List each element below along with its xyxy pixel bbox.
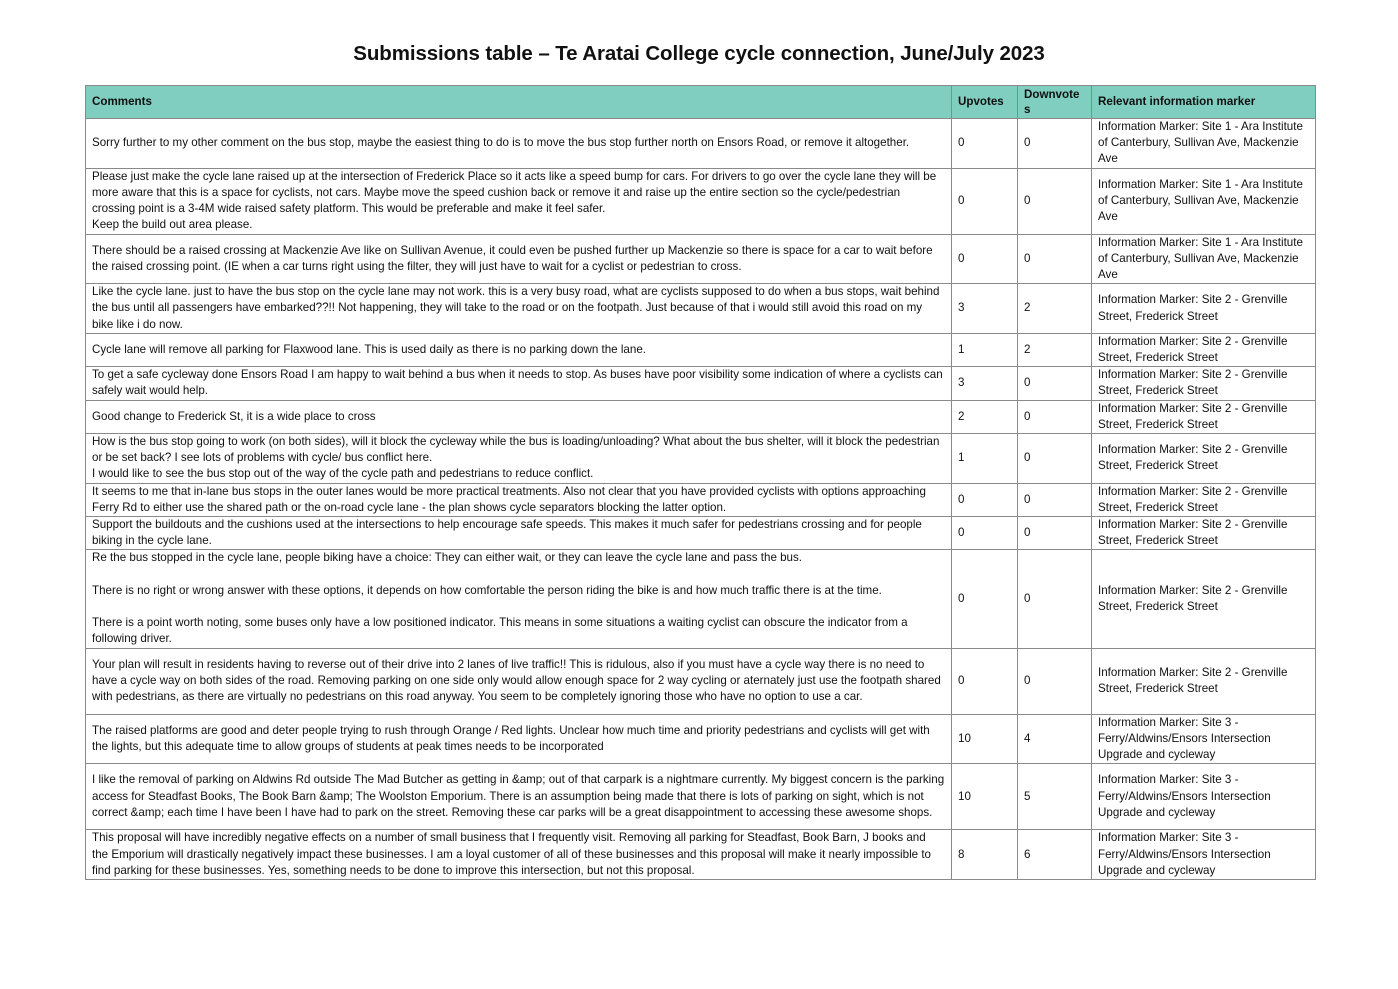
- downvotes-cell: 0: [1018, 434, 1092, 484]
- upvotes-cell: 0: [952, 483, 1018, 516]
- comment-cell: Like the cycle lane. just to have the bus stop on the cycle lane may not work. this is a very busy road, what are cyclists supposed to do when a bus stops, wait behind the bus until all passengers have embarked??!! Not happening, they will take to the road or on the footpath. Just because of that i would still avoid this road on my bike like i do now.: [86, 284, 952, 334]
- table-header-row: [86, 86, 1316, 119]
- table-row: [86, 333, 1316, 366]
- upvotes-cell: 0: [952, 168, 1018, 234]
- information-marker-cell: Information Marker: Site 2 - Grenville Street, Frederick Street: [1092, 434, 1316, 484]
- table-row: [86, 400, 1316, 433]
- upvotes-cell: 0: [952, 648, 1018, 714]
- table-row: [86, 367, 1316, 400]
- information-marker-cell: Information Marker: Site 2 - Grenville Street, Frederick Street: [1092, 400, 1316, 433]
- comment-cell: It seems to me that in-lane bus stops in the outer lanes would be more practical treatments. Also not clear that you have provided cyclists with options approaching Ferry Rd to either use the shared path or the on-road cycle lane - the plan shows cycle separators blocking the latter option.: [86, 483, 952, 516]
- table-row: [86, 648, 1316, 714]
- upvotes-cell: 0: [952, 550, 1018, 648]
- upvotes-cell: 2: [952, 400, 1018, 433]
- table-row: [86, 550, 1316, 648]
- comment-cell: Your plan will result in residents having to reverse out of their drive into 2 lanes of live traffic!! This is ridulous, also if you must have a cycle way there is no need to have a cycle way on both sides of the road. Removing parking on one side only would allow enough space for 2 way cycling or aternately just use the footpath shared with pedestrians, as there are virtually no pedestrians on this road anyway. You seem to be completely ignoring those who have no option to use a car.: [86, 648, 952, 714]
- information-marker-cell: Information Marker: Site 2 - Grenville Street, Frederick Street: [1092, 648, 1316, 714]
- information-marker-cell: Information Marker: Site 3 - Ferry/Aldwins/Ensors Intersection Upgrade and cycleway: [1092, 714, 1316, 764]
- document-title: Submissions table – Te Aratai College cycle connection, June/July 2023: [353, 42, 1045, 65]
- downvotes-cell: 0: [1018, 367, 1092, 400]
- table-row: [86, 714, 1316, 764]
- information-marker-cell: Information Marker: Site 3 - Ferry/Aldwins/Ensors Intersection Upgrade and cycleway: [1092, 764, 1316, 830]
- downvotes-cell: 0: [1018, 483, 1092, 516]
- table-row: [86, 764, 1316, 830]
- upvotes-cell: 8: [952, 830, 1018, 880]
- table-body: [86, 119, 1316, 880]
- table-row: [86, 434, 1316, 484]
- upvotes-cell: 0: [952, 119, 1018, 169]
- table-row: [86, 517, 1316, 550]
- comment-cell: The raised platforms are good and deter people trying to rush through Orange / Red lights. Unclear how much time and priority pedestrians and cyclists will get with the lights, but this adequate time to allow groups of students at peak times needs to be incorporated: [86, 714, 952, 764]
- upvotes-cell: 3: [952, 284, 1018, 334]
- downvotes-cell: 0: [1018, 234, 1092, 284]
- information-marker-cell: Information Marker: Site 1 - Ara Institute of Canterbury, Sullivan Ave, Mackenzie Ave: [1092, 234, 1316, 284]
- upvotes-cell: 0: [952, 234, 1018, 284]
- submissions-table: [85, 85, 1316, 880]
- table-row: [86, 119, 1316, 169]
- downvotes-cell: 0: [1018, 168, 1092, 234]
- table-row: [86, 830, 1316, 880]
- upvotes-cell: 10: [952, 714, 1018, 764]
- comment-cell: Support the buildouts and the cushions used at the intersections to help encourage safe speeds. This makes it much safer for pedestrians crossing and for people biking in the cycle lane.: [86, 517, 952, 550]
- comment-cell: Re the bus stopped in the cycle lane, people biking have a choice: They can either wait, or they can leave the cycle lane and pass the bus. There is no right or wrong answer with these options, it depends on how comfortable the person riding the bike is and how much traffic there is at the time. There is a point worth noting, some buses only have a low positioned indicator. This means in some situations a waiting cyclist can obscure the indicator from a following driver.: [86, 550, 952, 648]
- downvotes-cell: 0: [1018, 119, 1092, 169]
- table-row: [86, 234, 1316, 284]
- information-marker-cell: Information Marker: Site 3 - Ferry/Aldwins/Ensors Intersection Upgrade and cycleway: [1092, 830, 1316, 880]
- upvotes-cell: 0: [952, 517, 1018, 550]
- header-upvotes: Upvotes: [952, 86, 1018, 119]
- comment-cell: Please just make the cycle lane raised up at the intersection of Frederick Place so it acts like a speed bump for cars. For drivers to go over the cycle lane they will be more aware that this is a space for cyclists, not cars. Maybe move the speed cushion back or remove it and raise up the entire section so the cycle/pedestrian crossing point is a 3-4M wide raised safety platform. This would be preferable and make it feel safer. Keep the build out area please.: [86, 168, 952, 234]
- information-marker-cell: Information Marker: Site 2 - Grenville Street, Frederick Street: [1092, 550, 1316, 648]
- downvotes-cell: 2: [1018, 284, 1092, 334]
- information-marker-cell: Information Marker: Site 1 - Ara Institute of Canterbury, Sullivan Ave, Mackenzie Ave: [1092, 168, 1316, 234]
- comment-cell: Sorry further to my other comment on the bus stop, maybe the easiest thing to do is to move the bus stop further north on Ensors Road, or remove it altogether.: [86, 119, 952, 169]
- upvotes-cell: 1: [952, 434, 1018, 484]
- table-row: [86, 168, 1316, 234]
- comment-cell: Cycle lane will remove all parking for Flaxwood lane. This is used daily as there is no parking down the lane.: [86, 333, 952, 366]
- downvotes-cell: 5: [1018, 764, 1092, 830]
- comment-cell: There should be a raised crossing at Mackenzie Ave like on Sullivan Avenue, it could even be pushed further up Mackenzie so there is space for a car to wait before the raised crossing point. (IE when a car turns right using the filter, they will just have to wait for a cyclist or pedestrian to cross.: [86, 234, 952, 284]
- header-information-marker: Relevant information marker: [1092, 86, 1316, 119]
- table-row: [86, 284, 1316, 334]
- information-marker-cell: Information Marker: Site 1 - Ara Institute of Canterbury, Sullivan Ave, Mackenzie Ave: [1092, 119, 1316, 169]
- downvotes-cell: 0: [1018, 400, 1092, 433]
- upvotes-cell: 10: [952, 764, 1018, 830]
- upvotes-cell: 1: [952, 333, 1018, 366]
- information-marker-cell: Information Marker: Site 2 - Grenville Street, Frederick Street: [1092, 333, 1316, 366]
- downvotes-cell: 0: [1018, 517, 1092, 550]
- downvotes-cell: 0: [1018, 550, 1092, 648]
- downvotes-cell: 4: [1018, 714, 1092, 764]
- downvotes-cell: 6: [1018, 830, 1092, 880]
- comment-cell: I like the removal of parking on Aldwins Rd outside The Mad Butcher as getting in &amp; out of that carpark is a nightmare currently. My biggest concern is the parking access for Steadfast Books, The Book Barn &amp; The Woolston Emporium. There is an assumption being made that there is lots of parking on sight, which is not correct &amp; each time I have been I have had to park on the street. Removing these car parks will be a great disappointment to accessing these awesome shops.: [86, 764, 952, 830]
- information-marker-cell: Information Marker: Site 2 - Grenville Street, Frederick Street: [1092, 367, 1316, 400]
- information-marker-cell: Information Marker: Site 2 - Grenville Street, Frederick Street: [1092, 284, 1316, 334]
- header-downvotes: Downvote s: [1018, 86, 1092, 119]
- comment-cell: To get a safe cycleway done Ensors Road I am happy to wait behind a bus when it needs to stop. As buses have poor visibility some indication of where a cyclists can safely wait would help.: [86, 367, 952, 400]
- downvotes-cell: 2: [1018, 333, 1092, 366]
- comment-cell: Good change to Frederick St, it is a wide place to cross: [86, 400, 952, 433]
- downvotes-cell: 0: [1018, 648, 1092, 714]
- comment-cell: How is the bus stop going to work (on both sides), will it block the cycleway while the bus is loading/unloading? What about the bus shelter, will it block the pedestrian or be set back? I see lots of problems with cycle/ bus conflict here. I would like to see the bus stop out of the way of the cycle path and pedestrians to reduce conflict.: [86, 434, 952, 484]
- upvotes-cell: 3: [952, 367, 1018, 400]
- header-comments: Comments: [86, 86, 952, 119]
- table-row: [86, 483, 1316, 516]
- information-marker-cell: Information Marker: Site 2 - Grenville Street, Frederick Street: [1092, 517, 1316, 550]
- comment-cell: This proposal will have incredibly negative effects on a number of small business that I frequently visit. Removing all parking for Steadfast, Book Barn, J books and the Emporium will drastically negatively impact these businesses. I am a loyal customer of all of these businesses and this proposal will make it nearly impossible to find parking for these businesses. Yes, something needs to be done to improve this intersection, but not this proposal.: [86, 830, 952, 880]
- information-marker-cell: Information Marker: Site 2 - Grenville Street, Frederick Street: [1092, 483, 1316, 516]
